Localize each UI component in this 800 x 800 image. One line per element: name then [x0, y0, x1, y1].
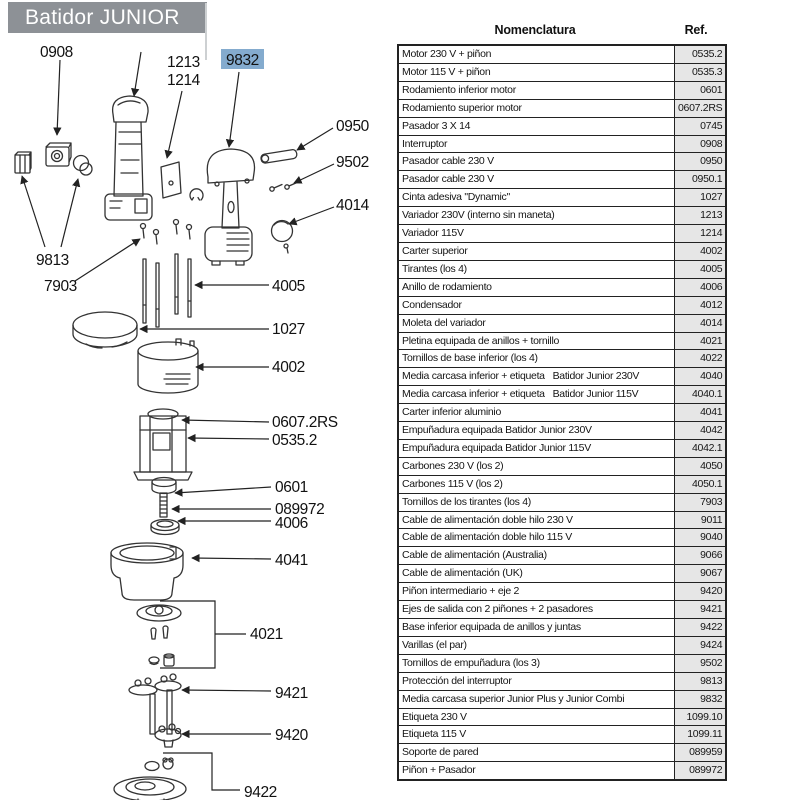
- table-row: [398, 636, 726, 654]
- cell-ref: 0950: [675, 153, 727, 171]
- part-label-9420: 9420: [275, 727, 308, 744]
- cell-ref: 0950.1: [675, 171, 727, 189]
- part-label-089972: 089972: [275, 501, 325, 518]
- part-label-0535: 0535.2: [272, 432, 318, 449]
- leader-1213-1214: [167, 91, 182, 158]
- table-row: [398, 242, 726, 260]
- table-row: [398, 207, 726, 225]
- part-moleta-drawing: [272, 221, 293, 254]
- cell-ref: 4040: [675, 368, 727, 386]
- cell-ref: 4042.1: [675, 439, 727, 457]
- table-row: [398, 171, 726, 189]
- leader-0908: [57, 60, 60, 135]
- cell-ref: 9420: [675, 583, 727, 601]
- cell-nomenclatura: Tornillos de los tirantes (los 4): [398, 493, 675, 511]
- table-row: [398, 475, 726, 493]
- cell-nomenclatura: Protección del interruptor: [398, 672, 675, 690]
- part-variador-plate-drawing: [161, 162, 181, 198]
- leader-9832: [229, 72, 239, 147]
- part-label-1214: 1214: [167, 72, 200, 89]
- table-row: [398, 368, 726, 386]
- cell-nomenclatura: Cinta adesiva "Dynamic": [398, 189, 675, 207]
- cell-nomenclatura: Carbones 115 V (los 2): [398, 475, 675, 493]
- part-label-0601: 0601: [275, 479, 308, 496]
- cell-ref: 9066: [675, 547, 727, 565]
- table-row: [398, 404, 726, 422]
- cell-nomenclatura: Variador 115V: [398, 225, 675, 243]
- leader-7903: [75, 239, 140, 281]
- part-label-4006: 4006: [275, 515, 308, 532]
- cell-nomenclatura: Media carcasa superior Junior Plus y Junior Combi: [398, 690, 675, 708]
- cell-ref: 1099.11: [675, 726, 727, 744]
- cell-ref: 4050: [675, 457, 727, 475]
- cell-nomenclatura: Ejes de salida con 2 piñones + 2 pasadores: [398, 601, 675, 619]
- cell-nomenclatura: Tirantes (los 4): [398, 260, 675, 278]
- cell-nomenclatura: Piñon + Pasador: [398, 762, 675, 780]
- cell-nomenclatura: Pasador cable 230 V: [398, 171, 675, 189]
- cell-ref: 1213: [675, 207, 727, 225]
- table-row: [398, 81, 726, 99]
- part-tornillos-tirantes-drawing: [141, 220, 192, 245]
- part-base-inferior-drawing: [114, 758, 186, 800]
- cell-ref: 4050.1: [675, 475, 727, 493]
- cell-nomenclatura: Empuñadura equipada Batidor Junior 230V: [398, 422, 675, 440]
- cell-ref: 9502: [675, 654, 727, 672]
- part-label-9813: 9813: [36, 252, 69, 269]
- table-row: [398, 619, 726, 637]
- cell-ref: 7903: [675, 493, 727, 511]
- table-row: [398, 153, 726, 171]
- table-row: [398, 386, 726, 404]
- leader-housing: [134, 52, 141, 96]
- table-row: [398, 493, 726, 511]
- cell-nomenclatura: Pasador 3 X 14: [398, 117, 675, 135]
- cell-ref: 0745: [675, 117, 727, 135]
- table-row: [398, 314, 726, 332]
- cell-nomenclatura: Rodamiento superior motor: [398, 99, 675, 117]
- cell-nomenclatura: Piñon intermediario + eje 2: [398, 583, 675, 601]
- cell-nomenclatura: Carter inferior aluminio: [398, 404, 675, 422]
- cell-nomenclatura: Carbones 230 V (los 2): [398, 457, 675, 475]
- cell-ref: 9424: [675, 636, 727, 654]
- table-row: [398, 565, 726, 583]
- table-row: [398, 63, 726, 81]
- page-title: Batidor JUNIOR: [8, 2, 207, 33]
- table-row: [398, 654, 726, 672]
- table-row: [398, 744, 726, 762]
- table-row: [398, 117, 726, 135]
- leader-0607: [182, 420, 269, 422]
- leader-4014: [289, 207, 334, 224]
- cell-ref: 4041: [675, 404, 727, 422]
- cell-nomenclatura: Varillas (el par): [398, 636, 675, 654]
- leader-0601: [175, 487, 271, 493]
- cell-nomenclatura: Rodamiento inferior motor: [398, 81, 675, 99]
- cell-ref: 4040.1: [675, 386, 727, 404]
- part-label-7903: 7903: [44, 278, 77, 295]
- cell-ref: 4005: [675, 260, 727, 278]
- cell-nomenclatura: Tornillos de empuñadura (los 3): [398, 654, 675, 672]
- cell-ref: 0601: [675, 81, 727, 99]
- cell-nomenclatura: Cable de alimentación doble hilo 230 V: [398, 511, 675, 529]
- part-label-4014: 4014: [336, 197, 369, 214]
- cell-nomenclatura: Motor 230 V + piñon: [398, 45, 675, 63]
- part-carcasa-superior-drawing: [205, 149, 255, 265]
- cell-ref: 0535.2: [675, 45, 727, 63]
- table-row: [398, 529, 726, 547]
- cell-ref: 9040: [675, 529, 727, 547]
- table-row: [398, 726, 726, 744]
- table-row: [398, 601, 726, 619]
- part-pinon-pasador-drawing: [160, 493, 167, 517]
- cell-nomenclatura: Etiqueta 230 V: [398, 708, 675, 726]
- part-interruptor-drawing: [46, 143, 71, 166]
- part-housing-drawing: [105, 96, 152, 220]
- part-button-drawing: [74, 156, 93, 176]
- table-row: [398, 547, 726, 565]
- parts-table: [397, 44, 727, 781]
- part-switch-protector-drawing: [15, 152, 31, 173]
- table-row: [398, 762, 726, 780]
- table-row: [398, 511, 726, 529]
- table-row: [398, 332, 726, 350]
- cell-nomenclatura: Carter superior: [398, 242, 675, 260]
- cell-nomenclatura: Variador 230V (interno sin maneta): [398, 207, 675, 225]
- part-pasador-cable-drawing: [260, 149, 297, 164]
- cell-nomenclatura: Empuñadura equipada Batidor Junior 115V: [398, 439, 675, 457]
- cell-nomenclatura: Pasador cable 230 V: [398, 153, 675, 171]
- leader-0535: [188, 438, 269, 439]
- cell-ref: 9422: [675, 619, 727, 637]
- cell-ref: 4021: [675, 332, 727, 350]
- table-header-ref: Ref.: [684, 23, 708, 37]
- cell-nomenclatura: Soporte de pared: [398, 744, 675, 762]
- part-label-9422: 9422: [244, 784, 277, 800]
- cell-nomenclatura: Cable de alimentación (UK): [398, 565, 675, 583]
- leader-9502: [294, 164, 334, 183]
- part-label-0607: 0607.2RS: [272, 414, 338, 431]
- table-row: [398, 260, 726, 278]
- cell-nomenclatura: Moleta del variador: [398, 314, 675, 332]
- part-anillo-rodamiento-drawing: [151, 520, 179, 535]
- cell-ref: 9011: [675, 511, 727, 529]
- cell-ref: 4042: [675, 422, 727, 440]
- cell-ref: 0607.2RS: [675, 99, 727, 117]
- parts-table-body: [398, 45, 726, 780]
- cell-nomenclatura: Media carcasa inferior + etiqueta Batidor Junior 115V: [398, 386, 675, 404]
- part-label-0950: 0950: [336, 118, 369, 135]
- cell-ref: 0908: [675, 135, 727, 153]
- table-row: [398, 45, 726, 63]
- cell-ref: 4006: [675, 278, 727, 296]
- part-label-1213: 1213: [167, 54, 200, 71]
- part-circlip-drawing: [190, 189, 203, 200]
- cell-ref: 4012: [675, 296, 727, 314]
- cell-ref: 4002: [675, 242, 727, 260]
- leader-0950: [297, 128, 333, 150]
- cell-ref: 0535.3: [675, 63, 727, 81]
- table-row: [398, 225, 726, 243]
- table-row: [398, 99, 726, 117]
- leader-9813-right: [61, 179, 78, 247]
- cell-ref: 9421: [675, 601, 727, 619]
- cell-nomenclatura: Base inferior equipada de anillos y juntas: [398, 619, 675, 637]
- part-label-9421: 9421: [275, 685, 308, 702]
- leader-4041: [192, 558, 271, 559]
- part-label-4002: 4002: [272, 359, 305, 376]
- cell-nomenclatura: Etiqueta 115 V: [398, 726, 675, 744]
- cell-ref: 4022: [675, 350, 727, 368]
- table-header-nomenclatura: Nomenclatura: [494, 23, 576, 37]
- table-row: [398, 296, 726, 314]
- cell-ref: 9067: [675, 565, 727, 583]
- part-tirantes-drawing: [143, 254, 191, 327]
- table-row: [398, 583, 726, 601]
- part-label-1027: 1027: [272, 321, 305, 338]
- table-row: [398, 672, 726, 690]
- cell-ref: 9813: [675, 672, 727, 690]
- cell-ref: 4014: [675, 314, 727, 332]
- bracket-9422: [163, 753, 240, 790]
- cell-ref: 089972: [675, 762, 727, 780]
- cell-ref: 9832: [675, 690, 727, 708]
- part-label-9502: 9502: [336, 154, 369, 171]
- cell-nomenclatura: Pletina equipada de anillos + tornillo: [398, 332, 675, 350]
- part-carter-inferior-drawing: [111, 543, 183, 600]
- table-row: [398, 439, 726, 457]
- cell-nomenclatura: Interruptor: [398, 135, 675, 153]
- cell-nomenclatura: Media carcasa inferior + etiqueta Batidor Junior 230V: [398, 368, 675, 386]
- part-pinon-intermediario-drawing: [155, 724, 181, 747]
- part-ejes-salida-drawing: [129, 674, 181, 734]
- cell-ref: 1214: [675, 225, 727, 243]
- cell-nomenclatura: Motor 115 V + piñon: [398, 63, 675, 81]
- cell-ref: 1027: [675, 189, 727, 207]
- cell-nomenclatura: Cable de alimentación (Australia): [398, 547, 675, 565]
- part-tornillos-empunadura-drawing: [270, 183, 297, 192]
- part-label-4005: 4005: [272, 278, 305, 295]
- cell-ref: 089959: [675, 744, 727, 762]
- table-row: [398, 708, 726, 726]
- part-label-4021: 4021: [250, 626, 283, 643]
- table-row: [398, 135, 726, 153]
- exploded-diagram: [0, 0, 390, 800]
- table-row: [398, 350, 726, 368]
- part-label-4041: 4041: [275, 552, 308, 569]
- part-label-0908: 0908: [40, 44, 73, 61]
- table-row: [398, 422, 726, 440]
- part-carter-superior-drawing: [138, 339, 198, 393]
- part-label-9832: 9832: [226, 52, 259, 69]
- cell-nomenclatura: Tornillos de base inferior (los 4): [398, 350, 675, 368]
- cell-nomenclatura: Cable de alimentación doble hilo 115 V: [398, 529, 675, 547]
- cell-ref: 1099.10: [675, 708, 727, 726]
- table-row: [398, 189, 726, 207]
- cell-nomenclatura: Condensador: [398, 296, 675, 314]
- cell-nomenclatura: Anillo de rodamiento: [398, 278, 675, 296]
- table-row: [398, 457, 726, 475]
- part-cinta-drawing: [73, 312, 137, 348]
- leader-9421: [182, 690, 271, 691]
- leader-9813-left: [22, 176, 45, 247]
- part-pletina-drawing: [137, 605, 181, 666]
- table-row: [398, 278, 726, 296]
- table-row: [398, 690, 726, 708]
